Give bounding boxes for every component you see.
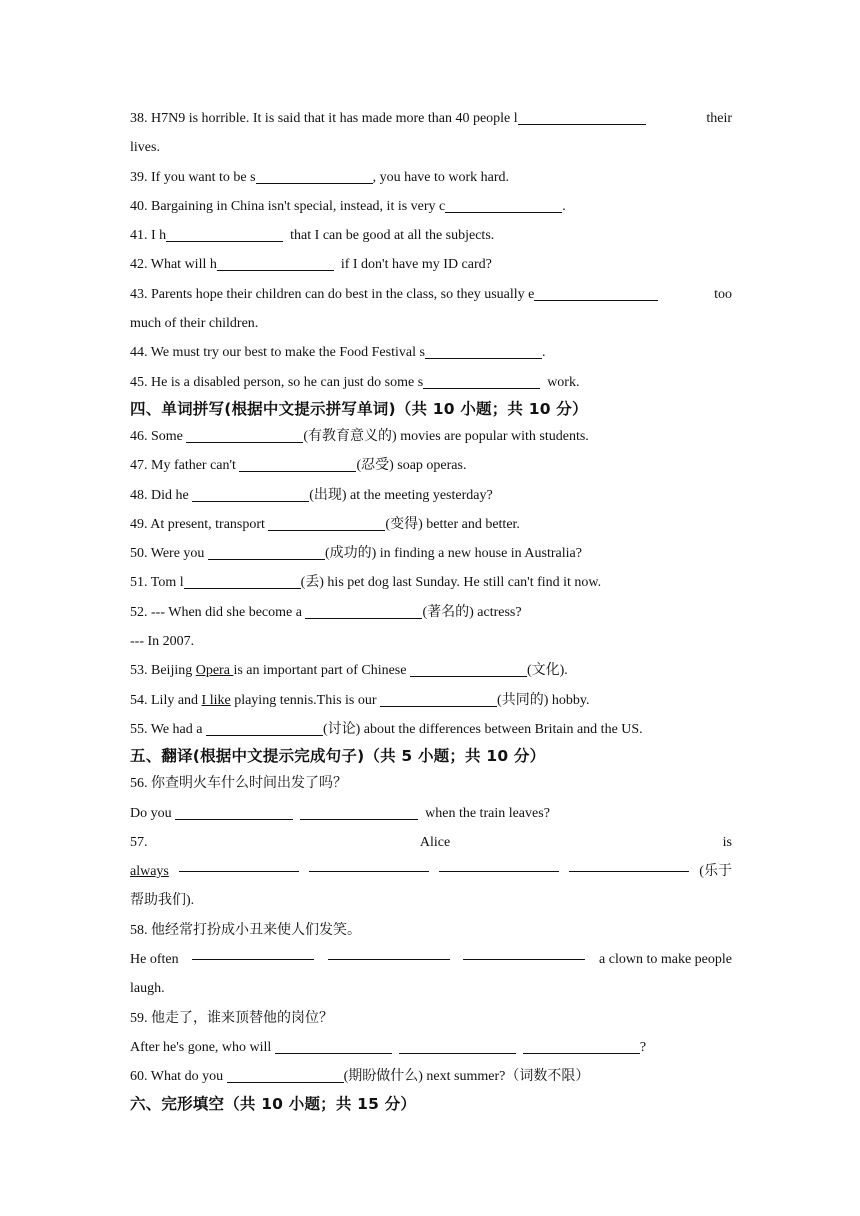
question-59-chinese: 59. 他走了，谁来顶替他的岗位？ (130, 1010, 333, 1026)
answer-blank[interactable] (184, 574, 301, 589)
question-60: 60. What do you (期盼做什么) next summer?（词数不限） (130, 1069, 590, 1085)
exam-content (130, 104, 732, 1117)
answer-blank[interactable] (217, 256, 334, 271)
answer-blank[interactable] (166, 227, 283, 242)
answer-blank[interactable] (227, 1068, 344, 1083)
question-51: 51. Tom l (丢) his pet dog last Sunday. He still can't find it now. (130, 575, 602, 591)
question-47: 47. My father can't (忍受) soap operas. (130, 458, 467, 474)
answer-blank[interactable] (534, 286, 658, 301)
answer-blank[interactable] (399, 1039, 516, 1054)
answer-blank[interactable] (192, 487, 309, 502)
section-4-heading: 四、单词拼写(根据中文提示拼写单词)（共 10 小题；共 10 分） (130, 399, 588, 418)
question-52: 52. --- When did she become a (著名的) actress? (130, 604, 522, 620)
question-59: After he's gone, who will ? (130, 1039, 647, 1055)
answer-blank[interactable] (463, 945, 585, 960)
question-57-blanks: always (乐于 (130, 857, 732, 886)
question-56: Do you when the train leaves? (130, 805, 550, 821)
answer-blank[interactable] (518, 110, 646, 125)
section-5-heading: 五、翻译(根据中文提示完成句子)（共 5 小题；共 10 分） (130, 747, 546, 766)
question-57: 57. Alice is (130, 834, 732, 850)
question-54: 54. Lily and I like playing tennis.This is our (共同的) hobby. (130, 692, 590, 708)
answer-blank[interactable] (268, 516, 385, 531)
question-55: 55. We had a (讨论) about the differences between Britain and the US. (130, 721, 643, 737)
answer-blank[interactable] (179, 857, 299, 872)
answer-blank[interactable] (425, 344, 542, 359)
answer-blank[interactable] (305, 604, 422, 619)
question-38-cont: lives. (130, 140, 160, 156)
answer-blank[interactable] (523, 1039, 640, 1054)
question-40: 40. Bargaining in China isn't special, instead, it is very c . (130, 198, 566, 214)
question-58-cont: laugh. (130, 981, 165, 997)
question-52-answer: --- In 2007. (130, 634, 195, 650)
answer-blank[interactable] (423, 374, 540, 389)
answer-blank[interactable] (256, 169, 373, 184)
question-58: He often a clown to make people (130, 945, 732, 974)
question-39: 39. If you want to be s , you have to work hard. (130, 169, 510, 185)
question-41: 41. I h that I can be good at all the subjects. (130, 228, 495, 244)
answer-blank[interactable] (410, 662, 527, 677)
question-45: 45. He is a disabled person, so he can just do some s work. (130, 374, 580, 390)
answer-blank[interactable] (445, 198, 562, 213)
question-50: 50. Were you (成功的) in finding a new house in Australia? (130, 546, 582, 562)
answer-blank[interactable] (300, 805, 418, 820)
question-58-chinese: 58. 他经常打扮成小丑来使人们发笑。 (130, 922, 361, 938)
answer-blank[interactable] (206, 721, 323, 736)
answer-blank[interactable] (239, 457, 356, 472)
answer-blank[interactable] (208, 545, 325, 560)
answer-blank[interactable] (380, 692, 497, 707)
answer-blank[interactable] (328, 945, 450, 960)
answer-blank[interactable] (569, 857, 689, 872)
question-43: 43. Parents hope their children can do best in the class, so they usually e too (130, 286, 732, 302)
question-53: 53. Beijing Opera is an important part of Chinese (文化). (130, 663, 568, 679)
question-48: 48. Did he (出现) at the meeting yesterday? (130, 487, 493, 503)
question-44: 44. We must try our best to make the Food Festival s . (130, 345, 546, 361)
question-57-cont: 帮助我们). (130, 893, 195, 909)
question-43-cont: much of their children. (130, 316, 259, 332)
answer-blank[interactable] (309, 857, 429, 872)
question-42: 42. What will h if I don't have my ID card? (130, 257, 492, 273)
answer-blank[interactable] (275, 1039, 392, 1054)
answer-blank[interactable] (186, 428, 303, 443)
question-46: 46. Some (有教育意义的) movies are popular with students. (130, 428, 589, 444)
question-38: 38. H7N9 is horrible. It is said that it has made more than 40 people l their (130, 111, 732, 126)
question-49: 49. At present, transport (变得) better and better. (130, 516, 520, 532)
question-56-chinese: 56. 你查明火车什么时间出发了吗？ (130, 776, 347, 792)
section-6-heading: 六、完形填空（共 10 小题；共 15 分） (130, 1094, 417, 1113)
answer-blank[interactable] (175, 805, 293, 820)
answer-blank[interactable] (192, 945, 314, 960)
answer-blank[interactable] (439, 857, 559, 872)
